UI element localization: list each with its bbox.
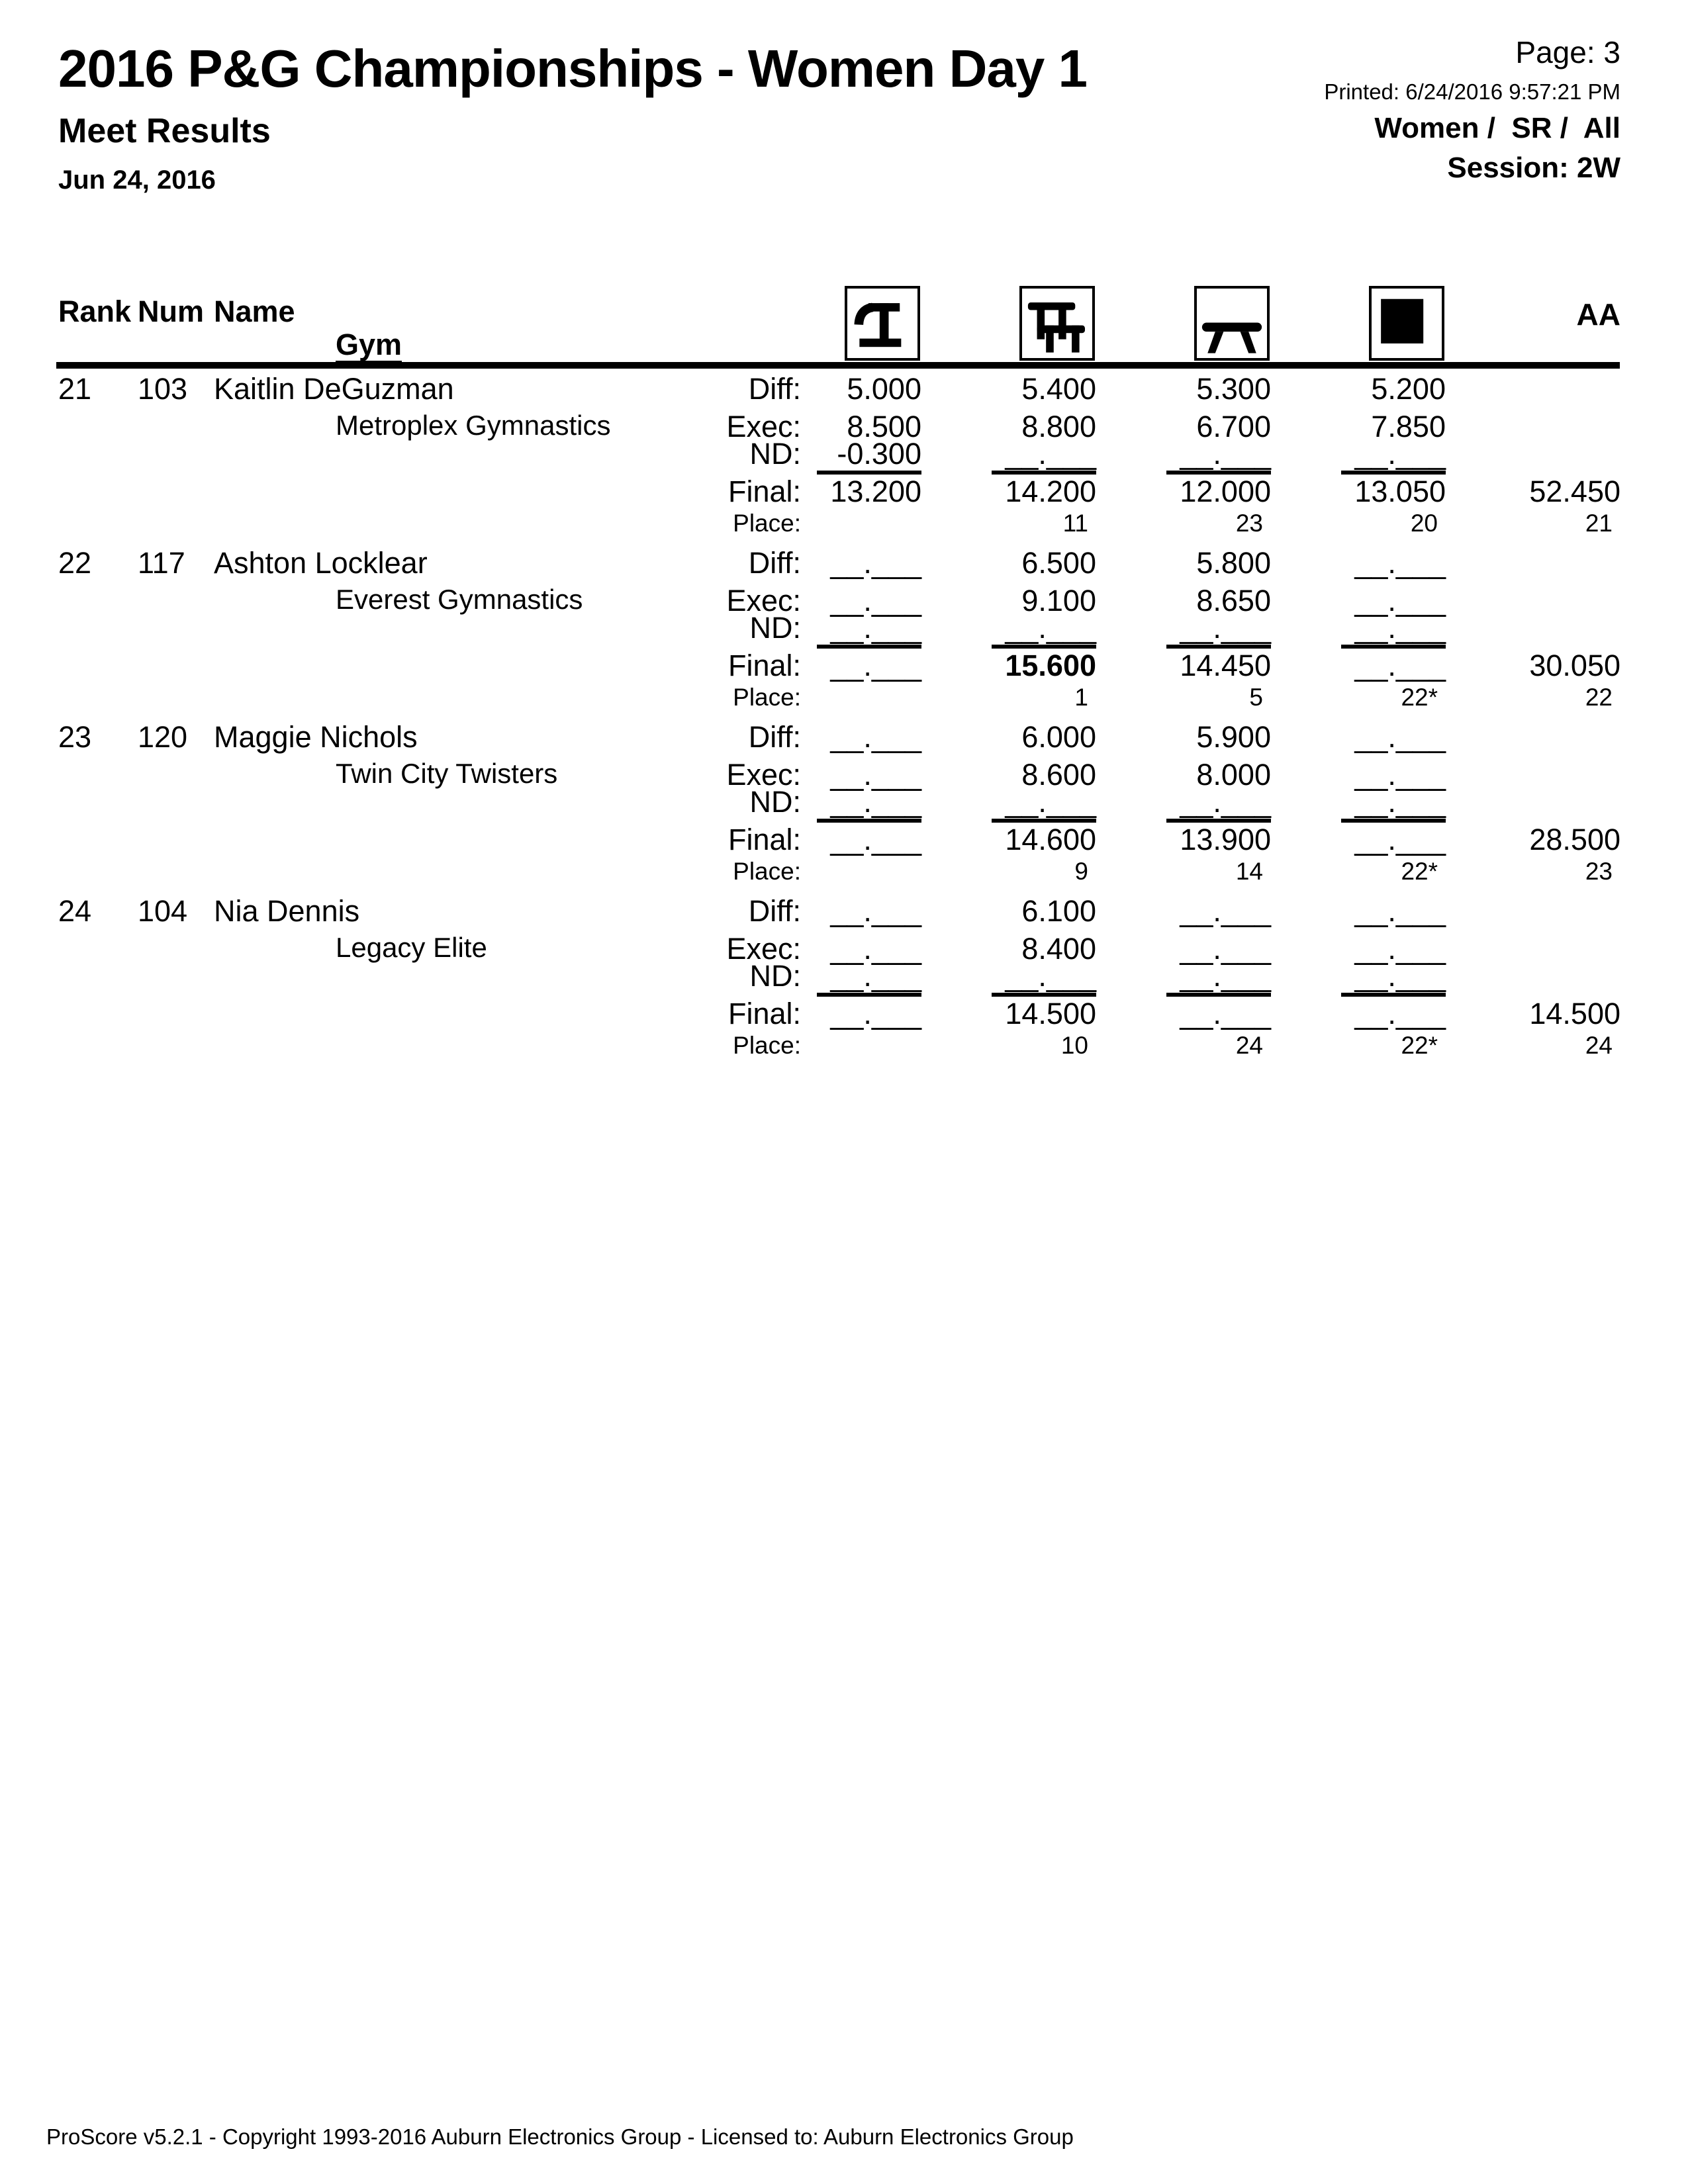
aa-final: 14.500 — [1529, 997, 1620, 1030]
final-label: Final: — [727, 475, 801, 508]
aa-place: 24 — [1585, 1032, 1613, 1059]
athlete-rank: 24 — [58, 894, 92, 928]
printed-timestamp: Printed: 6/24/2016 9:57:21 PM — [1324, 79, 1620, 104]
beam-final: 14.450 — [1180, 649, 1271, 682]
diff-label: Diff: — [748, 894, 801, 928]
floor-nd: __.___ — [1354, 611, 1446, 645]
athlete-number: 104 — [138, 894, 188, 928]
bars-final: 14.600 — [1005, 823, 1096, 856]
vault-nd: __.___ — [830, 959, 921, 993]
floor-place: 22* — [1401, 684, 1438, 711]
bars-scores — [984, 722, 1096, 896]
vault-diff: __.___ — [830, 546, 921, 580]
beam-diff: 5.800 — [1196, 546, 1271, 580]
exec-label: Exec: — [726, 758, 801, 792]
beam-exec: 6.700 — [1196, 410, 1271, 443]
vault-scores — [809, 722, 921, 896]
floor-exec: 7.850 — [1371, 410, 1446, 443]
results-rows — [0, 374, 1688, 1070]
vault-final: __.___ — [830, 823, 921, 856]
bars-final: 14.500 — [1005, 997, 1096, 1030]
score-row-labels — [629, 896, 801, 1070]
beam-place: 23 — [1235, 510, 1263, 537]
nd-label: ND: — [749, 611, 801, 645]
beam-diff: 5.300 — [1196, 372, 1271, 406]
score-row-labels — [629, 722, 801, 896]
floor-exec: __.___ — [1354, 932, 1446, 966]
athlete-row — [0, 722, 1688, 896]
vault-nd: __.___ — [830, 785, 921, 819]
beam-final: 12.000 — [1180, 475, 1271, 508]
bars-diff: 6.500 — [1021, 546, 1096, 580]
beam-exec: 8.000 — [1196, 758, 1271, 792]
athlete-name: Kaitlin DeGuzman — [214, 372, 454, 406]
athlete-gym: Everest Gymnastics — [336, 584, 583, 615]
uneven-bars-icon — [1019, 286, 1095, 361]
vault-nd: __.___ — [830, 611, 921, 645]
vault-exec: __.___ — [830, 758, 921, 792]
beam-scores — [1158, 548, 1271, 722]
beam-scores — [1158, 722, 1271, 896]
floor-scores — [1333, 548, 1446, 722]
athlete-name: Maggie Nichols — [214, 720, 418, 754]
balance-beam-icon — [1194, 286, 1270, 361]
meet-date: Jun 24, 2016 — [58, 165, 216, 195]
floor-diff: 5.200 — [1371, 372, 1446, 406]
vault-diff: 5.000 — [847, 372, 921, 406]
beam-nd: __.___ — [1180, 611, 1271, 645]
footer-credit: ProScore v5.2.1 - Copyright 1993-2016 Auburn Electronics Group - Licensed to: Auburn Electronics Group — [46, 2124, 1074, 2149]
all-around-scores — [1508, 896, 1620, 1070]
column-header-aa: AA — [1576, 297, 1620, 332]
report-title: 2016 P&G Championships - Women Day 1 — [58, 39, 1088, 98]
place-label: Place: — [733, 858, 801, 885]
athlete-number: 117 — [138, 546, 185, 580]
bars-scores — [984, 896, 1096, 1070]
floor-diff: __.___ — [1354, 546, 1446, 580]
all-around-scores — [1508, 374, 1620, 548]
vault-diff: __.___ — [830, 894, 921, 928]
exec-label: Exec: — [726, 410, 801, 443]
floor-diff: __.___ — [1354, 720, 1446, 754]
athlete-name: Nia Dennis — [214, 894, 360, 928]
vault-final: 13.200 — [830, 475, 921, 508]
aa-place: 23 — [1585, 858, 1613, 885]
beam-nd: __.___ — [1180, 959, 1271, 993]
vault-scores — [809, 896, 921, 1070]
bars-diff: 6.100 — [1021, 894, 1096, 928]
bars-exec: 8.800 — [1021, 410, 1096, 443]
floor-final: __.___ — [1354, 649, 1446, 682]
bars-final: 14.200 — [1005, 475, 1096, 508]
beam-final: 13.900 — [1180, 823, 1271, 856]
vault-final: __.___ — [830, 997, 921, 1030]
nd-label: ND: — [749, 437, 801, 471]
athlete-number: 103 — [138, 372, 188, 406]
beam-final: __.___ — [1180, 997, 1271, 1030]
floor-place: 22* — [1401, 1032, 1438, 1059]
floor-exec: __.___ — [1354, 584, 1446, 617]
athlete-row — [0, 548, 1688, 722]
beam-nd: __.___ — [1180, 437, 1271, 471]
floor-scores — [1333, 374, 1446, 548]
vault-exec: 8.500 — [847, 410, 921, 443]
floor-final: __.___ — [1354, 997, 1446, 1030]
session-label: Session: 2W — [1447, 152, 1620, 184]
column-header-name: Name — [214, 295, 295, 328]
floor-final: __.___ — [1354, 823, 1446, 856]
vault-diff: __.___ — [830, 720, 921, 754]
column-header-gym: Gym — [336, 330, 402, 363]
floor-place: 22* — [1401, 858, 1438, 885]
score-row-labels — [629, 548, 801, 722]
floor-exercise-icon — [1369, 286, 1444, 361]
floor-nd: __.___ — [1354, 785, 1446, 819]
athlete-rank: 23 — [58, 720, 92, 754]
vault-icon — [845, 286, 920, 361]
all-around-scores — [1508, 548, 1620, 722]
athlete-gym: Metroplex Gymnastics — [336, 410, 611, 441]
athlete-row — [0, 374, 1688, 548]
diff-label: Diff: — [748, 720, 801, 754]
bars-exec: 8.600 — [1021, 758, 1096, 792]
place-label: Place: — [733, 1032, 801, 1059]
bars-diff: 5.400 — [1021, 372, 1096, 406]
bars-diff: 6.000 — [1021, 720, 1096, 754]
athlete-rank: 21 — [58, 372, 92, 406]
final-label: Final: — [727, 649, 801, 682]
place-label: Place: — [733, 684, 801, 711]
floor-diff: __.___ — [1354, 894, 1446, 928]
aa-final: 30.050 — [1529, 649, 1620, 682]
athlete-row — [0, 896, 1688, 1070]
beam-diff: __.___ — [1180, 894, 1271, 928]
vault-nd: -0.300 — [837, 437, 921, 471]
bars-nd: __.___ — [1005, 785, 1096, 819]
vault-final: __.___ — [830, 649, 921, 682]
beam-place: 24 — [1235, 1032, 1263, 1059]
diff-label: Diff: — [748, 546, 801, 580]
floor-scores — [1333, 896, 1446, 1070]
bars-scores — [984, 548, 1096, 722]
athlete-rank: 22 — [58, 546, 92, 580]
beam-place: 5 — [1249, 684, 1263, 711]
athlete-number: 120 — [138, 720, 188, 754]
beam-scores — [1158, 896, 1271, 1070]
aa-final: 28.500 — [1529, 823, 1620, 856]
bars-nd: __.___ — [1005, 437, 1096, 471]
exec-label: Exec: — [726, 932, 801, 966]
nd-label: ND: — [749, 959, 801, 993]
beam-place: 14 — [1235, 858, 1263, 885]
bars-nd: __.___ — [1005, 611, 1096, 645]
vault-scores — [809, 548, 921, 722]
bars-exec: 8.400 — [1021, 932, 1096, 966]
athlete-gym: Twin City Twisters — [336, 758, 558, 789]
beam-scores — [1158, 374, 1271, 548]
beam-exec: 8.650 — [1196, 584, 1271, 617]
page-number: Page: 3 — [1515, 35, 1620, 69]
all-around-scores — [1508, 722, 1620, 896]
exec-label: Exec: — [726, 584, 801, 617]
bars-exec: 9.100 — [1021, 584, 1096, 617]
nd-label: ND: — [749, 785, 801, 819]
beam-exec: __.___ — [1180, 932, 1271, 966]
bars-final: 15.600 — [1005, 649, 1096, 682]
final-label: Final: — [727, 997, 801, 1030]
place-label: Place: — [733, 510, 801, 537]
bars-place: 10 — [1060, 1032, 1088, 1059]
score-row-labels — [629, 374, 801, 548]
column-header-num: Num — [138, 295, 204, 328]
athlete-gym: Legacy Elite — [336, 932, 487, 963]
floor-nd: __.___ — [1354, 959, 1446, 993]
column-header-rank: Rank — [58, 295, 132, 328]
vault-scores — [809, 374, 921, 548]
bars-scores — [984, 374, 1096, 548]
floor-nd: __.___ — [1354, 437, 1446, 471]
aa-place: 22 — [1585, 684, 1613, 711]
athlete-name: Ashton Locklear — [214, 546, 428, 580]
floor-final: 13.050 — [1354, 475, 1446, 508]
bars-nd: __.___ — [1005, 959, 1096, 993]
vault-exec: __.___ — [830, 584, 921, 617]
aa-place: 21 — [1585, 510, 1613, 537]
report-subtitle: Meet Results — [58, 112, 271, 150]
bars-place: 11 — [1062, 510, 1088, 537]
floor-scores — [1333, 722, 1446, 896]
division-label: Women / SR / All — [1374, 112, 1620, 144]
header-rule — [56, 362, 1620, 369]
aa-final: 52.450 — [1529, 475, 1620, 508]
final-label: Final: — [727, 823, 801, 856]
floor-place: 20 — [1410, 510, 1438, 537]
diff-label: Diff: — [748, 372, 801, 406]
bars-place: 9 — [1074, 858, 1088, 885]
beam-nd: __.___ — [1180, 785, 1271, 819]
floor-exec: __.___ — [1354, 758, 1446, 792]
vault-exec: __.___ — [830, 932, 921, 966]
bars-place: 1 — [1074, 684, 1088, 711]
beam-diff: 5.900 — [1196, 720, 1271, 754]
